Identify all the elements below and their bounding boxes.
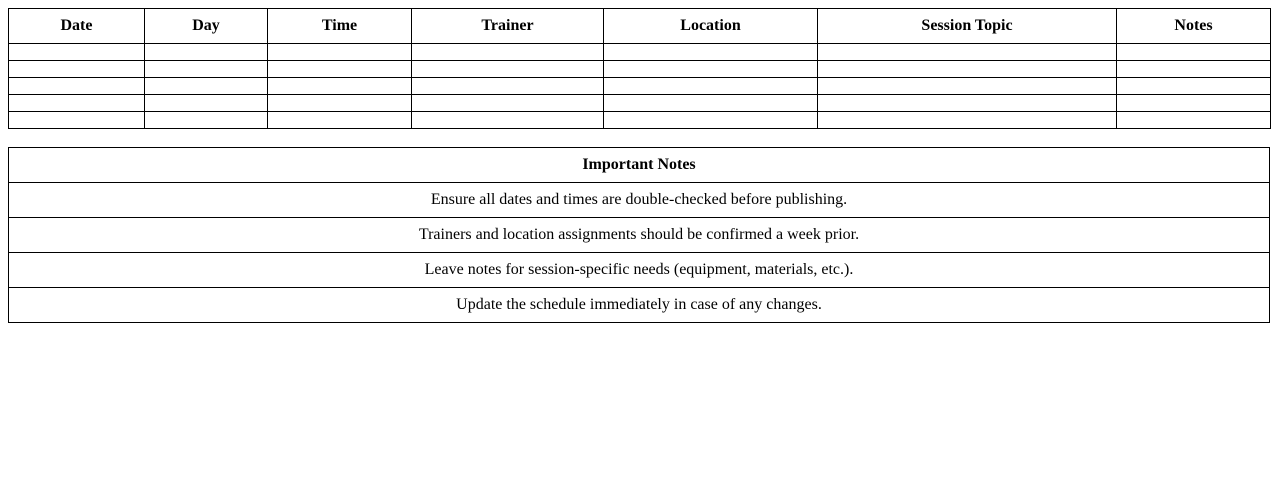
table-cell — [1117, 78, 1271, 95]
table-cell — [9, 112, 145, 129]
table-cell — [9, 95, 145, 112]
table-cell — [818, 44, 1117, 61]
table-cell — [818, 78, 1117, 95]
note-item: Update the schedule immediately in case of any changes. — [9, 288, 1270, 323]
table-cell — [818, 95, 1117, 112]
table-row — [9, 61, 1271, 78]
table-cell — [604, 61, 818, 78]
note-item: Ensure all dates and times are double-checked before publishing. — [9, 183, 1270, 218]
table-cell — [145, 78, 268, 95]
table-cell — [9, 78, 145, 95]
column-header-time: Time — [268, 9, 412, 44]
table-cell — [145, 61, 268, 78]
table-cell — [9, 44, 145, 61]
table-cell — [9, 61, 145, 78]
table-cell — [1117, 95, 1271, 112]
table-cell — [145, 112, 268, 129]
column-header-day: Day — [145, 9, 268, 44]
table-cell — [818, 61, 1117, 78]
column-header-location: Location — [604, 9, 818, 44]
important-notes-table — [8, 147, 1270, 323]
table-cell — [412, 95, 604, 112]
table-cell — [604, 95, 818, 112]
note-row — [9, 288, 1270, 323]
table-cell — [1117, 112, 1271, 129]
table-cell — [604, 44, 818, 61]
note-row — [9, 183, 1270, 218]
table-cell — [268, 95, 412, 112]
schedule-header-row — [9, 9, 1271, 44]
table-cell — [604, 112, 818, 129]
table-cell — [145, 44, 268, 61]
table-cell — [412, 61, 604, 78]
table-cell — [268, 44, 412, 61]
table-row — [9, 78, 1271, 95]
table-cell — [268, 112, 412, 129]
note-row — [9, 218, 1270, 253]
column-header-date: Date — [9, 9, 145, 44]
table-cell — [412, 44, 604, 61]
table-cell — [145, 95, 268, 112]
column-header-trainer: Trainer — [412, 9, 604, 44]
table-cell — [1117, 61, 1271, 78]
table-cell — [1117, 44, 1271, 61]
table-row — [9, 44, 1271, 61]
important-notes-header-row — [9, 148, 1270, 183]
schedule-table — [8, 8, 1271, 129]
note-row — [9, 253, 1270, 288]
table-row — [9, 112, 1271, 129]
column-header-session-topic: Session Topic — [818, 9, 1117, 44]
table-cell — [268, 61, 412, 78]
table-cell — [412, 112, 604, 129]
table-row — [9, 95, 1271, 112]
column-header-notes: Notes — [1117, 9, 1271, 44]
table-cell — [412, 78, 604, 95]
table-cell — [818, 112, 1117, 129]
note-item: Leave notes for session-specific needs (equipment, materials, etc.). — [9, 253, 1270, 288]
table-cell — [268, 78, 412, 95]
table-cell — [604, 78, 818, 95]
note-item: Trainers and location assignments should be confirmed a week prior. — [9, 218, 1270, 253]
important-notes-title: Important Notes — [9, 148, 1270, 183]
